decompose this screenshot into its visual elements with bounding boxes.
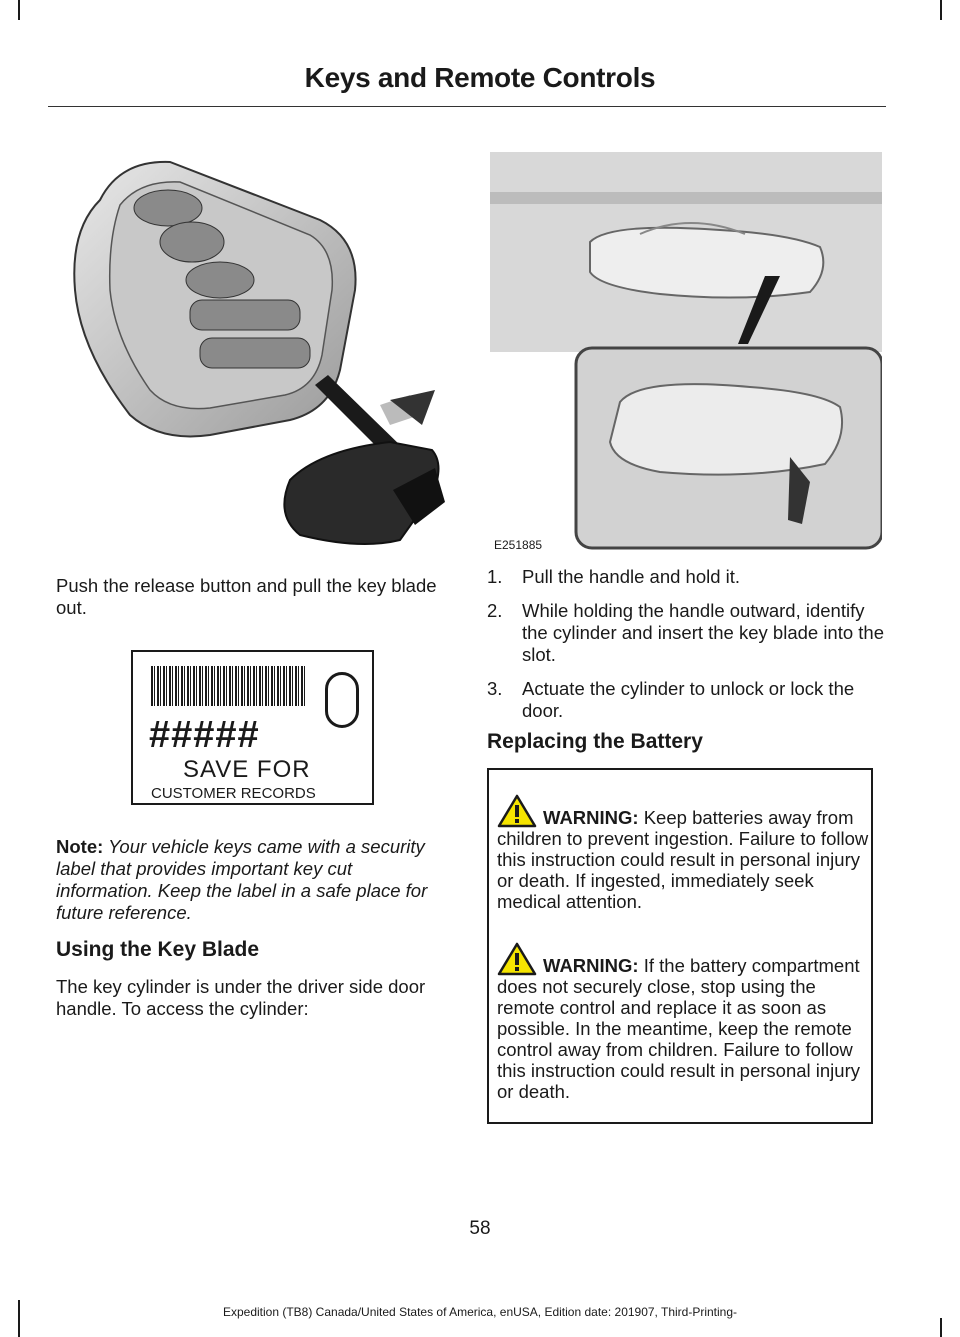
warning-2: WARNING: If the battery compartment does not securely close, stop using the remote control and replace it as soon as possible. In the meantime, keep the remote control away from children. Failure to follow this instruction could result in personal injury or death. [497,942,869,1102]
section-heading-battery: Replacing the Battery [487,730,703,753]
save-for-label: SAVE FOR [183,756,311,783]
barcode [151,666,307,706]
list-item: 1. Pull the handle and hold it. [487,566,741,587]
crop-mark-tl [18,0,20,20]
list-item: 2. While holding the handle outward, identify the cylinder and insert the key blade into the slot. [487,600,885,665]
customer-records-label: CUSTOMER RECORDS [151,785,316,802]
crop-mark-tr [940,0,942,20]
security-label-card [131,650,374,805]
footer-text: Expedition (TB8) Canada/United States of America, enUSA, Edition date: 201907, Third-Printing- [222,1305,738,1319]
figure-code: E251885 [494,538,543,552]
section-heading-key-blade: Using the Key Blade [56,938,260,961]
steps-list [487,566,887,734]
warning-triangle-icon [497,794,537,828]
key-code-hashes: ##### [149,714,260,756]
page-title: Keys and Remote Controls [304,62,656,93]
list-item: 3. Actuate the cylinder to unlock or lock the door. [487,678,855,721]
push-release-text: Push the release button and pull the key blade out. [56,575,437,618]
door-handle-illustration [490,152,882,554]
key-oval-icon [325,672,359,728]
warning-triangle-icon [497,942,537,976]
note-label: Note: [56,836,104,857]
header-rule [48,106,886,107]
key-blade-text: The key cylinder is under the driver side door handle. To access the cylinder: [56,976,426,1019]
key-fob-illustration [60,150,450,560]
warning-1: WARNING: Keep batteries away from children to prevent ingestion. Failure to follow this instruction could result in personal injury or death. If ingested, immediately seek medical attention. [497,794,869,912]
crop-mark-br [940,1318,942,1337]
warning-box [487,768,873,1124]
page-number: 58 [469,1218,491,1239]
note-text: Your vehicle keys came with a security label that provides important key cut information. Keep the label in a safe place for future reference. [56,836,428,923]
note-paragraph [56,836,441,924]
